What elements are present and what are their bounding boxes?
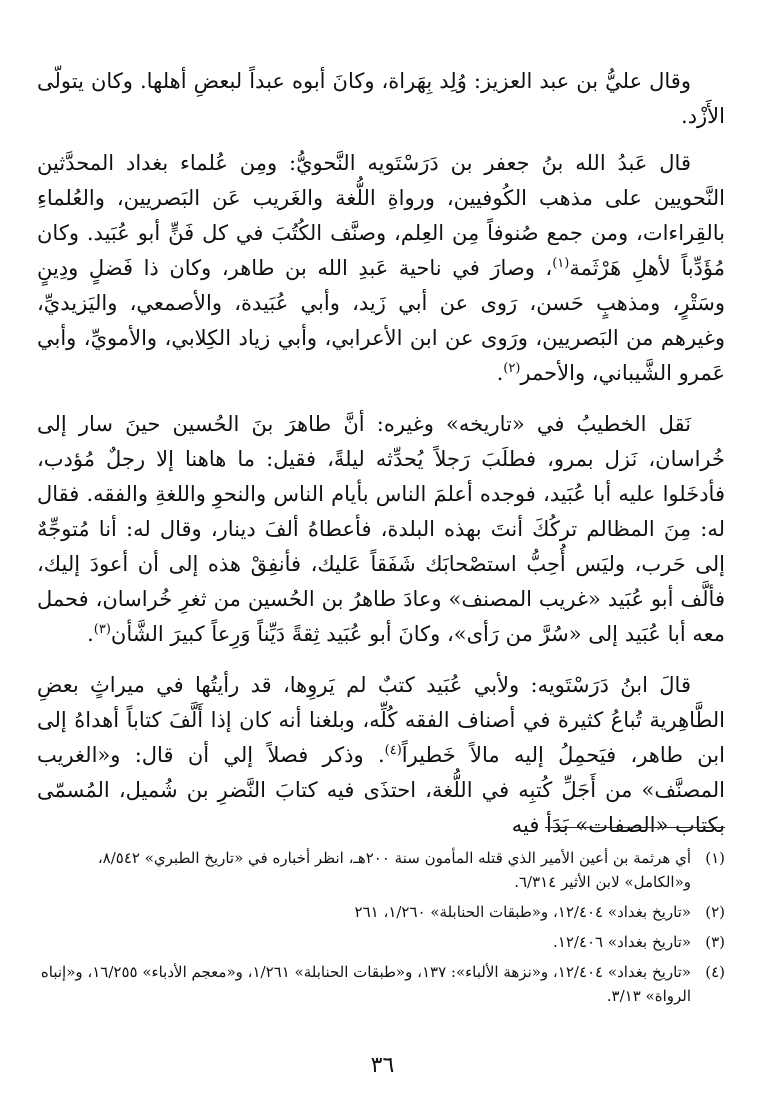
paragraph-2 xyxy=(37,146,725,391)
footnote-ref-3[interactable]: (٣) xyxy=(93,622,111,637)
paragraph-2-text-end: . xyxy=(496,361,504,385)
footnote-2 xyxy=(35,900,725,924)
footnote-number: (٢) xyxy=(705,903,725,921)
footnote-4 xyxy=(35,960,725,1008)
footnote-number: (٣) xyxy=(705,933,725,951)
paragraph-3-text-end: . xyxy=(87,622,94,646)
paragraph-4-text: قالَ ابنُ دَرَسْتَويه: ولأبي عُبَيد كتبٌ لم يَروِها، قد رأيتُها في ميراثٍ بعضِ الطَّاهِرية تُباعُ كثيرة في أصناف الفقه كُلِّه، وبلغنا أنه كان إذا أَلَّفَ كتاباً أهداهُ إلى ابن طاهر، فيَحمِلُ إليه مالاً خَطيراً xyxy=(37,673,725,767)
footnotes xyxy=(35,846,725,1014)
paragraph-3-text: نَقل الخطيبُ في «تاريخه» وغيره: أنَّ طاهرَ بنَ الحُسين حينَ سار إلى خُراسان، نَزل بمرو، فطلَبَ رَجلاً يُحدِّثه ليلةً، فقيل: ما هاهنا إلا رجلٌ مُؤدب، فأدخَلوا عليه أبا عُبَيد، فوجده أعلمَ الناس بأيام الناس والنحوِ واللغةِ والفقه. فقال له: مِنَ المظالم تركُكَ أنتَ بهذه البلدة، فأعطاهُ ألفَ دينار، وقال له: أنا مُتوجِّهٌ إلى حَرب، وليَس أُحِبُّ استصْحابَك شَفَقاً عَليك، فأنفِقْ هذه إلى أن أعودَ إليك، فألَّف أبو عُبَيد «غريب المصنف» وعادَ طاهرُ بن الحُسين من ثغرِ خُراسان، فحمل معه أبا عُبَيد إلى «سُرَّ من رَأى»، وكانَ أبو عُبَيد ثِقةً دَيِّناً وَرِعاً كبيرَ الشَّأن xyxy=(37,412,725,646)
footnote-text: أي هرثمة بن أعين الأمير الذي قتله المأمون سنة ٢٠٠هـ، انظر أخباره في «تاريخ الطبري» ٨/٥٤٢، و«الكامل» لابن الأثير ٦/٣١٤. xyxy=(97,849,691,891)
page-number: ٣٦ xyxy=(370,1053,395,1078)
footnote-text: «تاريخ بغداد» ١٢/٤٠٤، و«نزهة الألباء»: ١٣٧، و«طبقات الحنابلة» ١/٢٦١، و«معجم الأدباء» ١٦/٢٥٥، و«إنباه الرواة» ٣/١٣. xyxy=(40,963,691,1005)
paragraph-2-text-after: ، وصارَ في ناحية عَبدِ الله بن طاهر، وكان ذا فَضلٍ ودِينٍ وسَتْرٍ، ومذهبٍ حَسن، رَوى عن أبي زَيد، وأبي عُبَيدة، والأصمعي، واليَزيديِّ، وغيرهم من البَصريين، ورَوى عن ابن الأعرابي، وأبي زياد الكِلابي، والأمويِّ، وأبي عَمرو الشَّيباني، والأحمر xyxy=(37,256,725,385)
footnote-ref-4[interactable]: (٤) xyxy=(384,743,402,758)
paragraph-1-text: وقال عليُّ بن عبد العزيز: وُلِد بِهَراة، وكانَ أبوه عبداً لبعضِ أهلها. وكان يتولّى الأَزْد. xyxy=(37,69,725,128)
footnote-ref-2[interactable]: (٢) xyxy=(503,361,521,376)
footnote-number: (٤) xyxy=(705,963,725,981)
paragraph-1 xyxy=(37,64,725,134)
footnote-1 xyxy=(35,846,725,894)
main-text xyxy=(37,64,725,859)
paragraph-4 xyxy=(37,668,725,843)
footnote-ref-1[interactable]: (١) xyxy=(552,256,570,271)
paragraph-3 xyxy=(37,407,725,652)
paragraph-2-text: قال عَبدُ الله بنُ جعفر بن دَرَسْتَويه النَّحويُّ: ومِن عُلماء بغداد المحدَّثين النَّحويين على مذهب الكُوفيين، ورواةِ اللُّغة والغَريب عَن البَصريين، والعُلماءِ بالقِراءات، ومن جمع صُنوفاً مِن العِلم، وصنَّف الكُتُبَ في كل فَنٍّ أبو عُبَيد. وكان مُؤَدِّباً لأهلِ هَرْثَمة xyxy=(37,151,726,280)
footnote-number: (١) xyxy=(705,849,725,867)
footnote-3 xyxy=(35,930,725,954)
footnote-text: «تاريخ بغداد» ١٢/٤٠٦. xyxy=(553,933,691,951)
footnote-divider xyxy=(545,827,725,828)
paragraph-4-text-after: . وذكر فصلاً إلي أن قال: و«الغريب المصنَّف» من أَجَلِّ كُتبِه في اللُّغة، احتذَى فيه كتابَ النَّضرِ بن شُميل، المُسمّى بكتاب «الصفات» بَدَأ فيه xyxy=(37,743,725,837)
footnote-text: «تاريخ بغداد» ١٢/٤٠٤، و«طبقات الحنابلة» ١/٢٦٠، ٢٦١ xyxy=(354,903,691,921)
